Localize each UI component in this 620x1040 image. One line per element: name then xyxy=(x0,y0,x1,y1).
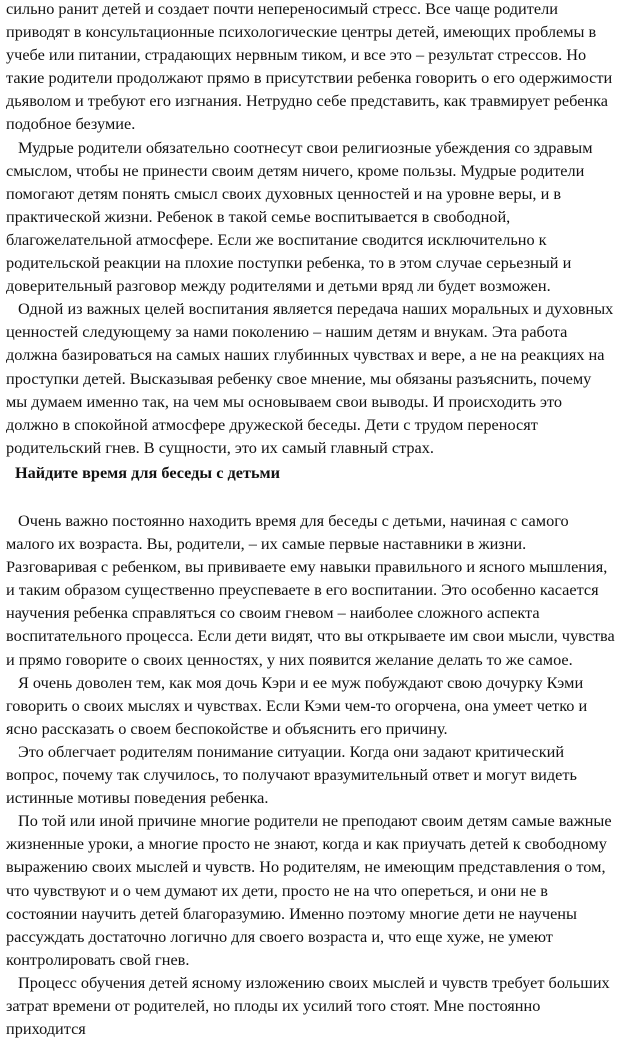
paragraph: Одной из важных целей воспитания является передача наших моральных и духовных ценностей следующему за нами поколению – нашим детям и внукам. Эта работа должна базироваться на самых наших глубинных чувствах и вере, а не на реакциях на проступки детей. Высказывая ребенку свое мнение, мы обязаны разъяснить, почему мы думаем именно так, на чем мы основываем свои выводы. И происходить это должно в спокойной атмосфере дружеской беседы. Дети с трудом переносят родительский гнев. В сущности, это их самый главный страх. xyxy=(6,299,614,457)
paragraph: Я очень доволен тем, как моя дочь Кэри и ее муж побуждают свою дочурку Кэми говорить о своих мыслях и чувствах. Если Кэми чем-то огорчена, она умеет четко и ясно рассказать о своем беспокойстве и объяснить его причину. xyxy=(6,672,588,738)
paragraph: Очень важно постоянно находить время для беседы с детьми, начиная с самого малого их возраста. Вы, родители, – их самые первые наставники в жизни. Разговаривая с ребенком, вы прививаете ему навыки правильного и ясного мышления, и таким образом существенно преуспеваете в его воспитании. Это особенно касается научения ребенка справляться со своим гневом – наиболее сложного аспекта воспитательного процесса. Если дети видят, что вы открываете им свои мысли, чувства и прямо говорите о своих ценностях, у них появится желание делать то же самое. xyxy=(6,511,615,669)
text-section-2 xyxy=(6,509,616,1040)
paragraph: Процесс обучения детей ясному изложению своих мыслей и чувств требует больших затрат времени от родителей, но плоды их усилий того стоят. Мне постоянно приходится xyxy=(6,972,610,1039)
section-heading: Найдите время для беседы с детьми xyxy=(15,463,281,482)
text-section-1 xyxy=(6,0,616,459)
paragraph: Это облегчает родителям понимание ситуации. Когда они задают критический вопрос, почему так случилось, то получают вразумительный ответ и могут видеть истинные мотивы поведения ребенка. xyxy=(6,741,577,808)
paragraph: Мудрые родители обязательно соотнесут свои религиозные убеждения со здравым смыслом, чтобы не принести своим детям ничего, кроме пользы. Мудрые родители помогают детям понять смысл своих духовных ценностей и на уровне веры, и в практической жизни. Ребенок в такой семье воспитывается в свободной, благожелательной атмосфере. Если же воспитание сводится исключительно к родительской реакции на плохие поступки ребенка, то в этом случае серьезный и доверительный разговор между родителями и детьми вряд ли будет возможен. xyxy=(6,137,593,296)
paragraph-continued: сильно ранит детей и создает почти непереносимый стресс. Все чаще родители приводят в консультационные психологические центры детей, имеющих проблемы в учебе или питании, страдающих нервным тиком, и все это – результат стрессов. Но такие родители продолжают прямо в присутствии ребенка говорить о его одержимости дьяволом и требуют его изгнания. Нетрудно себе представить, как травмирует ребенка подобное безумие. xyxy=(6,0,613,134)
paragraph: По той или иной причине многие родители не преподают своим детям самые важные жизненные уроки, а многие просто не знают, когда и как приучать детей к свободному выражению своих мыслей и чувств. Но родителям, не имеющим представления о том, что чувствуют и о чем думают их дети, просто не на что опереться, и они не в состоянии научить детей благоразумию. Именно поэтому многие дети не научены рассуждать достаточно логично для своего возраста и, что еще хуже, не умеют контролировать свой гнев. xyxy=(6,811,612,969)
